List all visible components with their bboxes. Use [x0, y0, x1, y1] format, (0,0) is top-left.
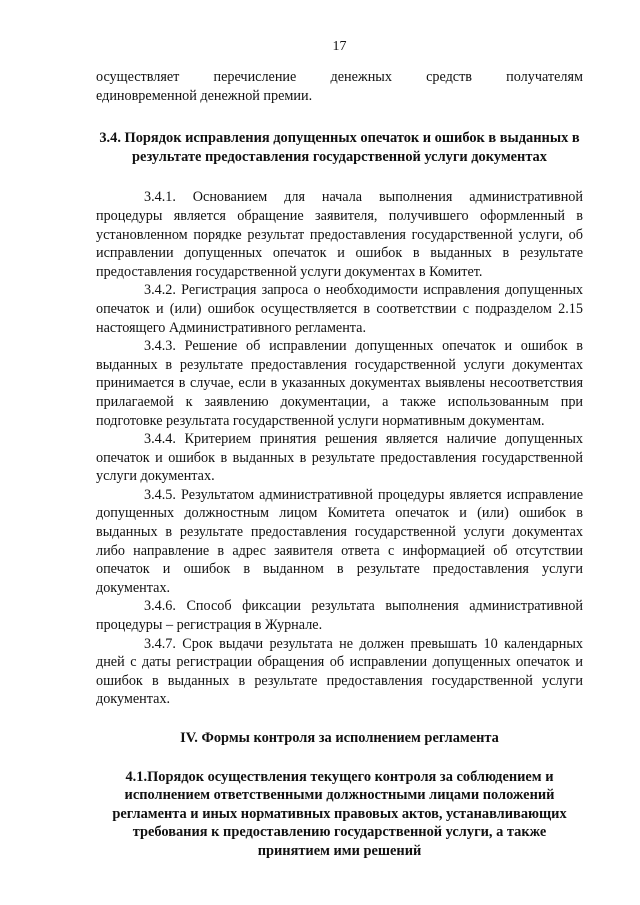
paragraph-3-4-3: 3.4.3. Решение об исправлении допущенных опечаток и ошибок в выданных в результате предоставления государственной услуги документах принимается в случае, если в указанных документах выявлены несоответствия прилагаемой к заявлению документации, а также использованным при подготовке результата государственной услуги нормативным документам. — [96, 338, 583, 429]
section-4-1-heading: 4.1.Порядок осуществления текущего контроля за соблюдением и исполнением ответственными должностными лицами положений регламента и иных нормативных правовых актов, устанавливающих требования к предоставлению государственной услуги, а также принятием ими решений — [112, 768, 567, 859]
paragraph-3-4-2: 3.4.2. Регистрация запроса о необходимости исправления допущенных опечаток и (или) ошибок осуществляется в соответствии с подразделом 2.15 настоящего Административного регламента. — [96, 282, 583, 336]
paragraph-3-4-4: 3.4.4. Критерием принятия решения является наличие допущенных опечаток и ошибок в выданных в результате предоставления государственной услуги документах. — [96, 431, 583, 485]
intro-line-1: осуществляет перечисление денежных средств получателям — [96, 69, 583, 85]
page-number: 17 — [332, 39, 347, 54]
chapter-4-heading: IV. Формы контроля за исполнением регламента — [180, 730, 499, 746]
document-page — [96, 38, 583, 861]
paragraph-3-4-5: 3.4.5. Результатом административной процедуры является исправление допущенных должностным лицом Комитета опечаток и (или) ошибок в выданных в результате предоставления государственной услуги документах либо направление в адрес заявителя ответа с информацией об отсутствии опечаток и ошибок в выданном в результате предоставления услуги документах. — [96, 486, 583, 596]
intro-line-2: единовременной денежной премии. — [96, 87, 313, 104]
paragraph-3-4-1: 3.4.1. Основанием для начала выполнения административной процедуры является обращение заявителя, получившего оформленный в установленном порядке результат предоставления государственной услуги, об исправлении допущенных опечаток и ошибок в выданных в результате предоставления государственной услуги документах в Комитет. — [96, 189, 583, 280]
intro-paragraph — [96, 68, 583, 105]
section-3-4-heading: 3.4. Порядок исправления допущенных опечаток и ошибок в выданных в результате предоставления государственной услуги документах — [99, 130, 580, 165]
paragraph-3-4-7: 3.4.7. Срок выдачи результата не должен превышать 10 календарных дней с даты регистрации обращения об исправлении допущенных опечаток и ошибок в выданных в результате предоставления государственной услуги документах. — [96, 635, 583, 708]
paragraph-3-4-6: 3.4.6. Способ фиксации результата выполнения административной процедуры – регистрация в Журнале. — [96, 598, 583, 634]
